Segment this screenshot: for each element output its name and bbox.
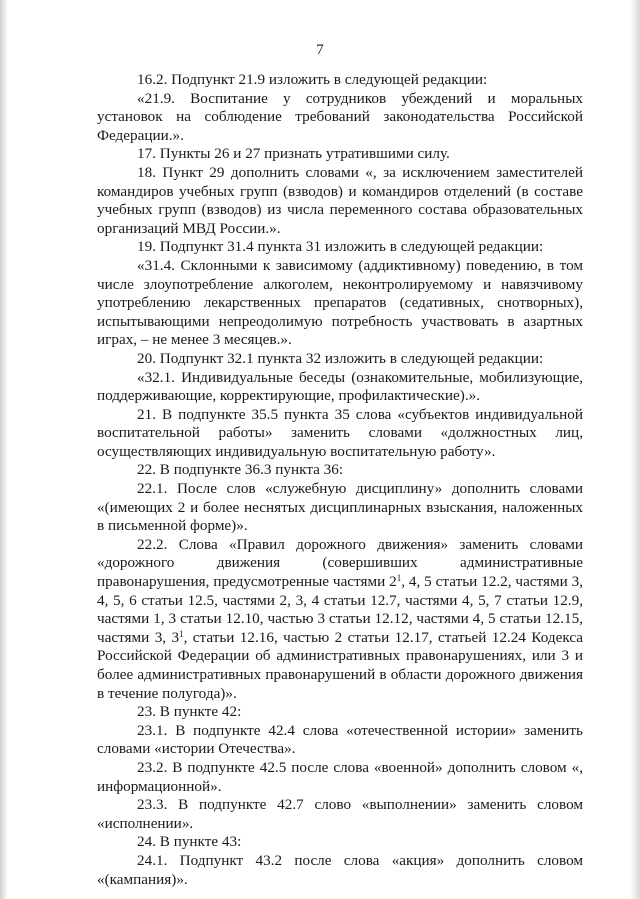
- document-body: [97, 71, 583, 889]
- paragraph-21: 21. В подпункте 35.5 пункта 35 слова «субъектов индивидуальной воспитательной работы» заменить словами «должностных лиц, осуществляющих индивидуальную воспитательную работу».: [97, 405, 583, 460]
- paragraph-20: 20. Подпункт 32.1 пункта 32 изложить в следующей редакции:: [137, 349, 544, 367]
- paragraph-22: 22. В подпункте 36.3 пункта 36:: [137, 461, 344, 479]
- paragraph-23-1: 23.1. В подпункте 42.4 слова «отечественной истории» заменить словами «истории Отечества».: [97, 721, 583, 758]
- paragraph-17: 17. Пункты 26 и 27 признать утратившими силу.: [137, 145, 450, 163]
- paragraph-23-2: 23.2. В подпункте 42.5 после слова «военной» дополнить словом «, информационной».: [97, 758, 583, 795]
- paragraph-22-2: [97, 536, 583, 703]
- paragraph-24-1: 24.1. Подпункт 43.2 после слова «акция» дополнить словом «(кампания)».: [97, 851, 583, 888]
- paragraph-31-4-quote: «31.4. Склонными к зависимому (аддиктивному) поведению, в том числе злоупотребление алкоголем, неконтролируемому и навязчивому употреблению лекарственных препаратов (седативных, снотворных), испытывающими непреодолимую потребность участвовать в азартных играх, – не менее 3 месяцев.».: [97, 256, 583, 349]
- paragraph-23-3: 23.3. В подпункте 42.7 слово «выполнении» заменить словом «исполнении».: [97, 796, 583, 832]
- paragraph-22-2-text-a: 22.2. Слова «Правил дорожного движения» заменить словами «дорожного движения (совершивших административные правонарушения, предусмотренные частями 2: [97, 535, 583, 591]
- paragraph-19: 19. Подпункт 31.4 пункта 31 изложить в следующей редакции:: [137, 238, 544, 256]
- paragraph-16-2: 16.2. Подпункт 21.9 изложить в следующей редакции:: [137, 71, 488, 88]
- paragraph-21-9-quote: «21.9. Воспитание у сотрудников убеждений и моральных установок на соблюдение требований законодательства Российской Федерации.».: [97, 89, 583, 144]
- page-number: 7: [316, 42, 324, 58]
- superscript-1a: 1: [396, 573, 402, 584]
- paragraph-18: 18. Пункт 29 дополнить словами «, за исключением заместителей командиров учебных групп (взводов) и командиров отделений (в составе учебных групп (взводов) из числа переменного состава образовательных организаций МВД России.».: [97, 163, 583, 237]
- paragraph-23: 23. В пункте 42:: [137, 703, 242, 721]
- scan-edge-left: [0, 0, 8, 899]
- scan-edge-right: [630, 0, 640, 899]
- paragraph-22-1: 22.1. После слов «служебную дисциплину» дополнить словами «(имеющих 2 и более неснятых дисциплинарных взыскания, наложенных в письменной форме)».: [97, 480, 583, 535]
- paragraph-24: 24. В пункте 43:: [137, 833, 242, 851]
- paragraph-22-2-text-b: , 4, 5 статьи 12.2, частями 3, 4, 5, 6 статьи 12.5, частями 2, 3, 4 статьи 12.7, частями 4, 5, 7 статьи 12.9, частями 1, 3 статьи 12.10, частью 3 статьи 12.12, частями 4, 5 статьи 12.15, частями 3, 3: [97, 573, 583, 646]
- paragraph-32-1-quote: «32.1. Индивидуальные беседы (ознакомительные, мобилизующие, поддерживающие, корректирующие, профилактические).».: [97, 368, 583, 405]
- superscript-1b: 1: [179, 628, 184, 639]
- paragraph-22-2-text-c: , статьи 12.16, частью 2 статьи 12.17, статьей 12.24 Кодекса Российской Федерации об административных правонарушениях, или 3 и более административных правонарушений в области дорожного движения в течение полугода)».: [97, 628, 584, 702]
